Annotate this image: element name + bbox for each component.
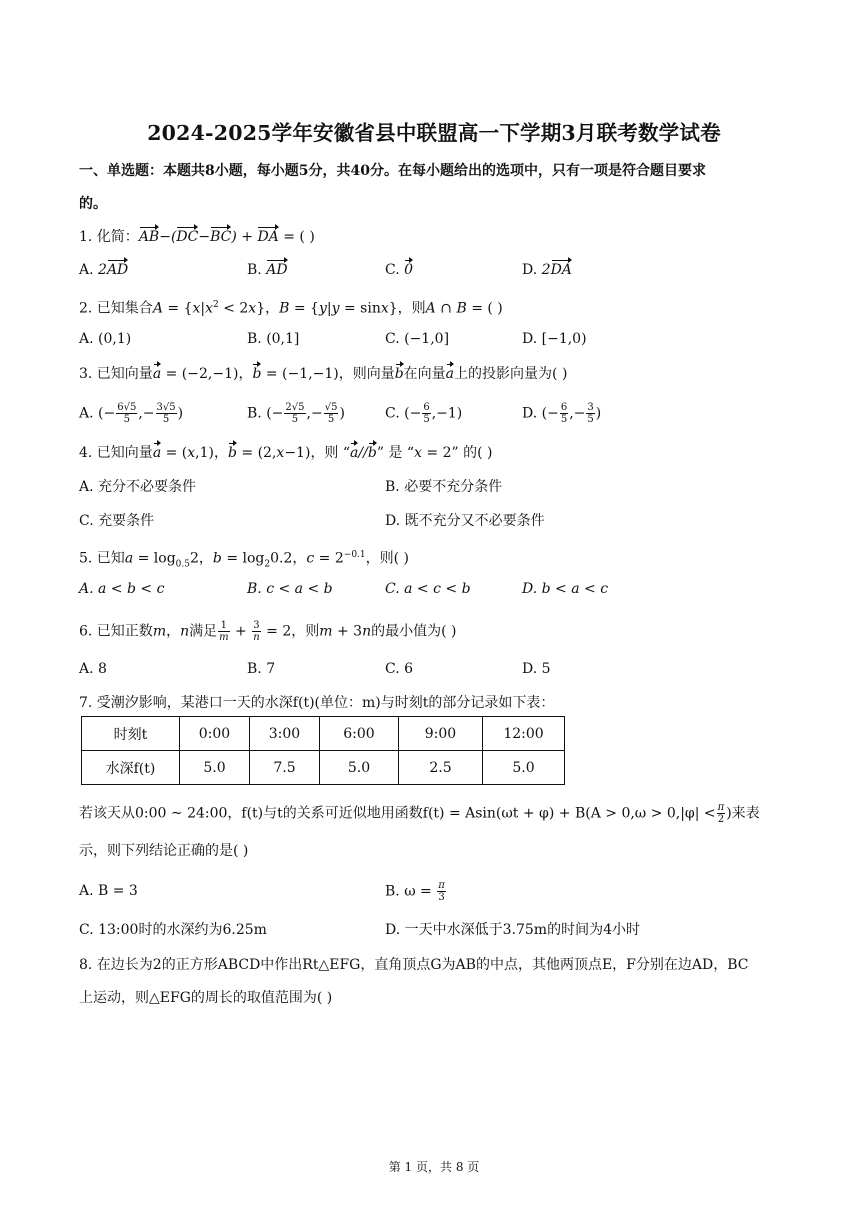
q1-option-b: B. AD	[247, 262, 288, 278]
q7-option-a: A. B = 3	[79, 883, 138, 899]
question-7: 7. 受潮汐影响，某港口一天的水深f(t)(单位：m)与时刻t的部分记录如下表：	[79, 695, 555, 711]
q4-option-c: C. 充要条件	[79, 513, 155, 529]
q6-option-d: D. 5	[522, 661, 551, 677]
question-7-desc-cont: 示，则下列结论正确的是( )	[79, 843, 249, 859]
q5-option-c: C. a < c < b	[385, 581, 471, 597]
table-cell: 2.5	[399, 751, 483, 785]
table-cell: 7.5	[250, 751, 320, 785]
q5-option-d: D. b < a < c	[522, 581, 609, 597]
q3-option-d: D. (− $\frac{6}{5}$ ,− $\frac{3}{5}$ )	[522, 402, 602, 425]
question-8-cont: 上运动，则△EFG的周长的取值范围为( )	[79, 990, 333, 1006]
question-1: 1. 化简：AB−(DC−BC) + DA = ( )	[79, 229, 315, 245]
table-cell: 5.0	[320, 751, 399, 785]
q7-option-c: C. 13:00时的水深约为6.25m	[79, 922, 267, 938]
page-footer: 第 1 页，共 8 页	[388, 1160, 480, 1174]
question-3: 3. 已知向量a = (−2,−1)，b = (−1,−1)，则向量b在向量a上的投影向量为( )	[79, 366, 568, 382]
table-header-cell: 3:00	[250, 717, 320, 751]
q3-option-c: C. (− $\frac{6}{5}$ ,−1)	[385, 402, 463, 425]
exam-title: 2024-2025学年安徽省县中联盟高一下学期3月联考数学试卷	[147, 121, 721, 145]
q1-stem-suffix: = ( )	[283, 229, 315, 245]
table-cell: 5.0	[483, 751, 565, 785]
table-header-cell: 0:00	[180, 717, 250, 751]
question-6: 6. 已知正数m，n满足 $\frac{1}{m}$ + $\frac{3}{n}$ = 2，则m + 3n的最小值为( )	[79, 620, 457, 643]
q4-option-b: B. 必要不充分条件	[385, 479, 503, 495]
section-heading: 一、单选题：本题共8小题，每小题5分，共40分。在每小题给出的选项中，只有一项是符合题目要求	[79, 163, 706, 179]
question-2: 2. 已知集合$A = \{x|x^2 < 2x\}$，B = {y|y = sinx}，则A ∩ B = ( )	[79, 300, 503, 317]
q6-option-b: B. 7	[247, 661, 276, 677]
q4-option-a: A. 充分不必要条件	[79, 479, 197, 495]
table-header-cell: 12:00	[483, 717, 565, 751]
table-row	[82, 751, 565, 785]
table-cell: 水深f(t)	[82, 751, 180, 785]
q5-option-b: B. c < a < b	[247, 581, 333, 597]
q7-option-d: D. 一天中水深低于3.75m的时间为4小时	[385, 922, 640, 938]
q3-option-a: A. (− $\frac{6√5}{5}$ ,− $\frac{3√5}{5}$ )	[79, 402, 184, 425]
q1-option-a: A. 2AD	[79, 262, 129, 278]
section-heading-cont: 的。	[79, 196, 107, 212]
q2-option-b: B. (0,1]	[247, 331, 300, 347]
q1-option-d: D. 2DA	[522, 262, 572, 278]
question-4: 4. 已知向量a = (x,1)，b = (2,x−1)，则 “a//b” 是 “x = 2” 的( )	[79, 445, 493, 461]
question-7-desc: 若该天从0:00 ~ 24:00，f(t)与t的关系可近似地用函数f(t) = Asin(ωt + φ) + B(A > 0,ω > 0,|φ| < $\frac{\pi}{2}$ )来表	[79, 802, 760, 825]
q3-option-b: B. (− $\frac{2√5}{5}$ ,− $\frac{√5}{5}$ )	[247, 402, 345, 425]
q1-option-c: C. 0	[385, 262, 414, 278]
tide-table	[81, 716, 565, 785]
table-row	[82, 717, 565, 751]
question-5: 5. 已知$a = \log_{0.5}2$，$b = \log_20.2$，$c = 2^{-0.1}$，则( )	[79, 550, 410, 570]
table-header-cell: 时刻t	[82, 717, 180, 751]
q2-option-d: D. [−1,0)	[522, 331, 587, 347]
q5-option-a: A. a < b < c	[79, 581, 165, 597]
q1-stem-prefix: 1. 化简：	[79, 229, 139, 245]
question-8: 8. 在边长为2的正方形ABCD中作出Rt△EFG，直角顶点G为AB的中点，其他两顶点E，F分别在边AD，BC	[79, 957, 749, 973]
table-header-cell: 6:00	[320, 717, 399, 751]
q7-option-b: B. ω = $\frac{\pi}{3}$	[385, 880, 445, 903]
table-cell: 5.0	[180, 751, 250, 785]
q2-option-c: C. (−1,0]	[385, 331, 450, 347]
q4-option-d: D. 既不充分又不必要条件	[385, 513, 545, 529]
q6-option-a: A. 8	[79, 661, 107, 677]
q2-option-a: A. (0,1)	[79, 331, 132, 347]
q6-option-c: C. 6	[385, 661, 414, 677]
table-header-cell: 9:00	[399, 717, 483, 751]
